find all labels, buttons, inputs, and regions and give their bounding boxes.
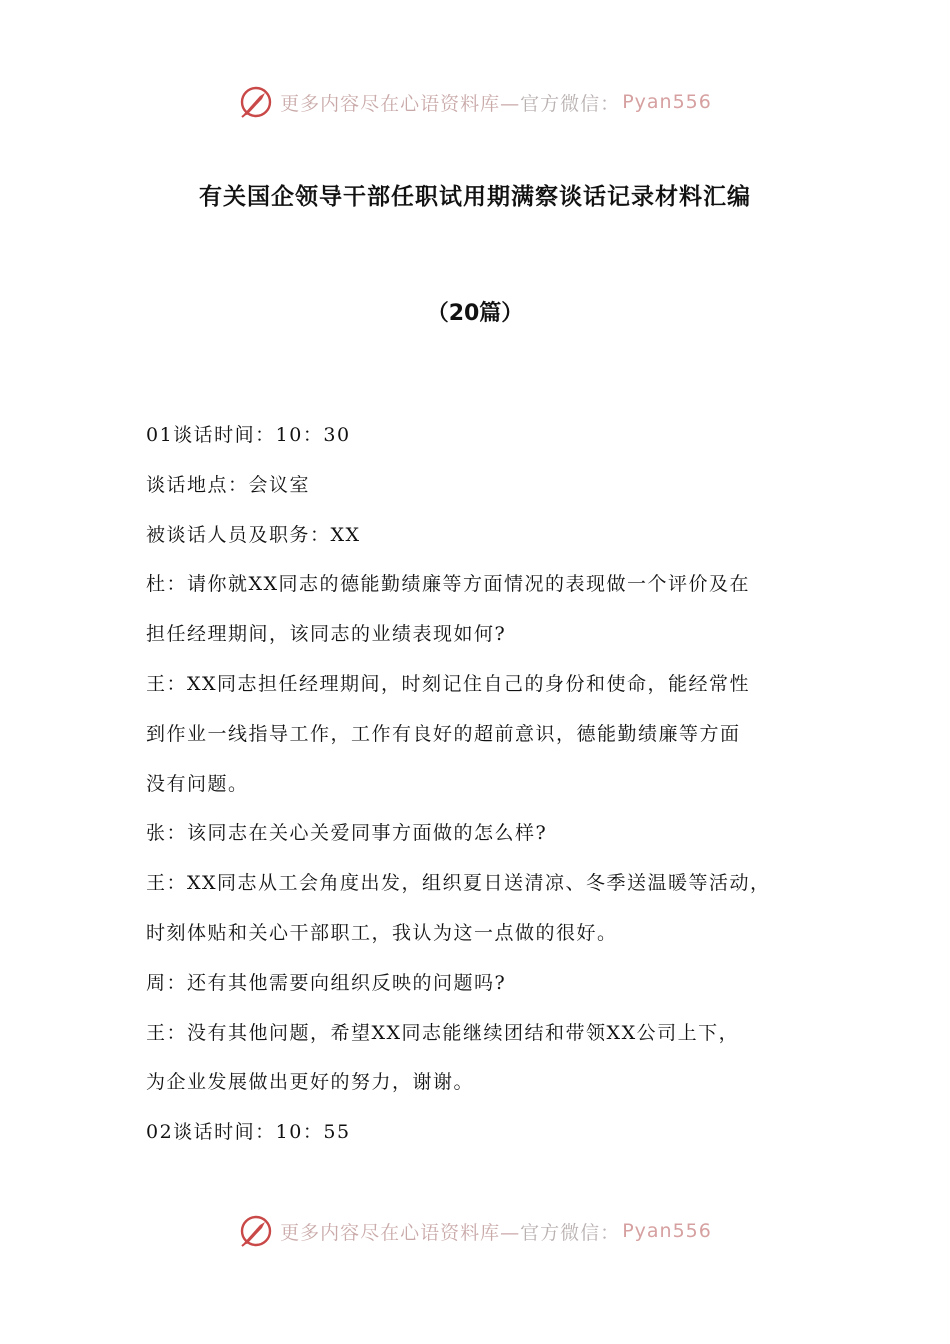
watermark-wechat-label: 官方微信： [520, 92, 621, 115]
body-line: 王：XX同志担任经理期间，时刻记住自己的身份和使命，能经常性 [146, 672, 751, 695]
watermark-account: Pyan556 [622, 1220, 712, 1242]
body-line: 王：XX同志从工会角度出发，组织夏日送清凉、冬季送温暖等活动， [146, 872, 771, 895]
document-subtitle: （20篇） [426, 301, 524, 326]
watermark-account: Pyan556 [622, 91, 712, 113]
document-title: 有关国企领导干部任职试用期满察谈话记录材料汇编 [199, 184, 751, 210]
body-line: 02谈话时间：10：55 [146, 1121, 351, 1144]
watermark-wechat-label: 官方微信： [520, 1221, 621, 1244]
document-body [146, 420, 826, 1167]
body-line: 担任经理期间，该同志的业绩表现如何? [146, 623, 507, 646]
body-line: 01谈话时间：10：30 [146, 424, 351, 446]
body-line: 被谈话人员及职务：XX [146, 523, 361, 546]
header-watermark [0, 82, 950, 122]
footer-watermark [0, 1211, 950, 1251]
body-line: 为企业发展做出更好的努力，谢谢。 [146, 1071, 475, 1094]
body-line: 杜：请你就XX同志的德能勤绩廉等方面情况的表现做一个评价及在 [146, 573, 751, 596]
pen-logo-icon [238, 84, 274, 120]
pen-logo-icon [238, 1213, 274, 1249]
body-line: 谈话地点：会议室 [146, 473, 311, 496]
body-line: 周：还有其他需要向组织反映的问题吗? [146, 971, 507, 994]
body-line: 时刻体贴和关心干部职工，我认为这一点做的很好。 [146, 921, 618, 944]
body-line: 张：该同志在关心关爱同事方面做的怎么样? [146, 822, 548, 845]
watermark-text: 更多内容尽在心语资料库— [280, 92, 521, 115]
body-line: 没有问题。 [146, 772, 249, 795]
body-line: 到作业一线指导工作，工作有良好的超前意识，德能勤绩廉等方面 [146, 722, 741, 745]
body-line: 王：没有其他问题，希望XX同志能继续团结和带领XX公司上下， [146, 1021, 740, 1044]
watermark-text: 更多内容尽在心语资料库— [280, 1221, 521, 1244]
